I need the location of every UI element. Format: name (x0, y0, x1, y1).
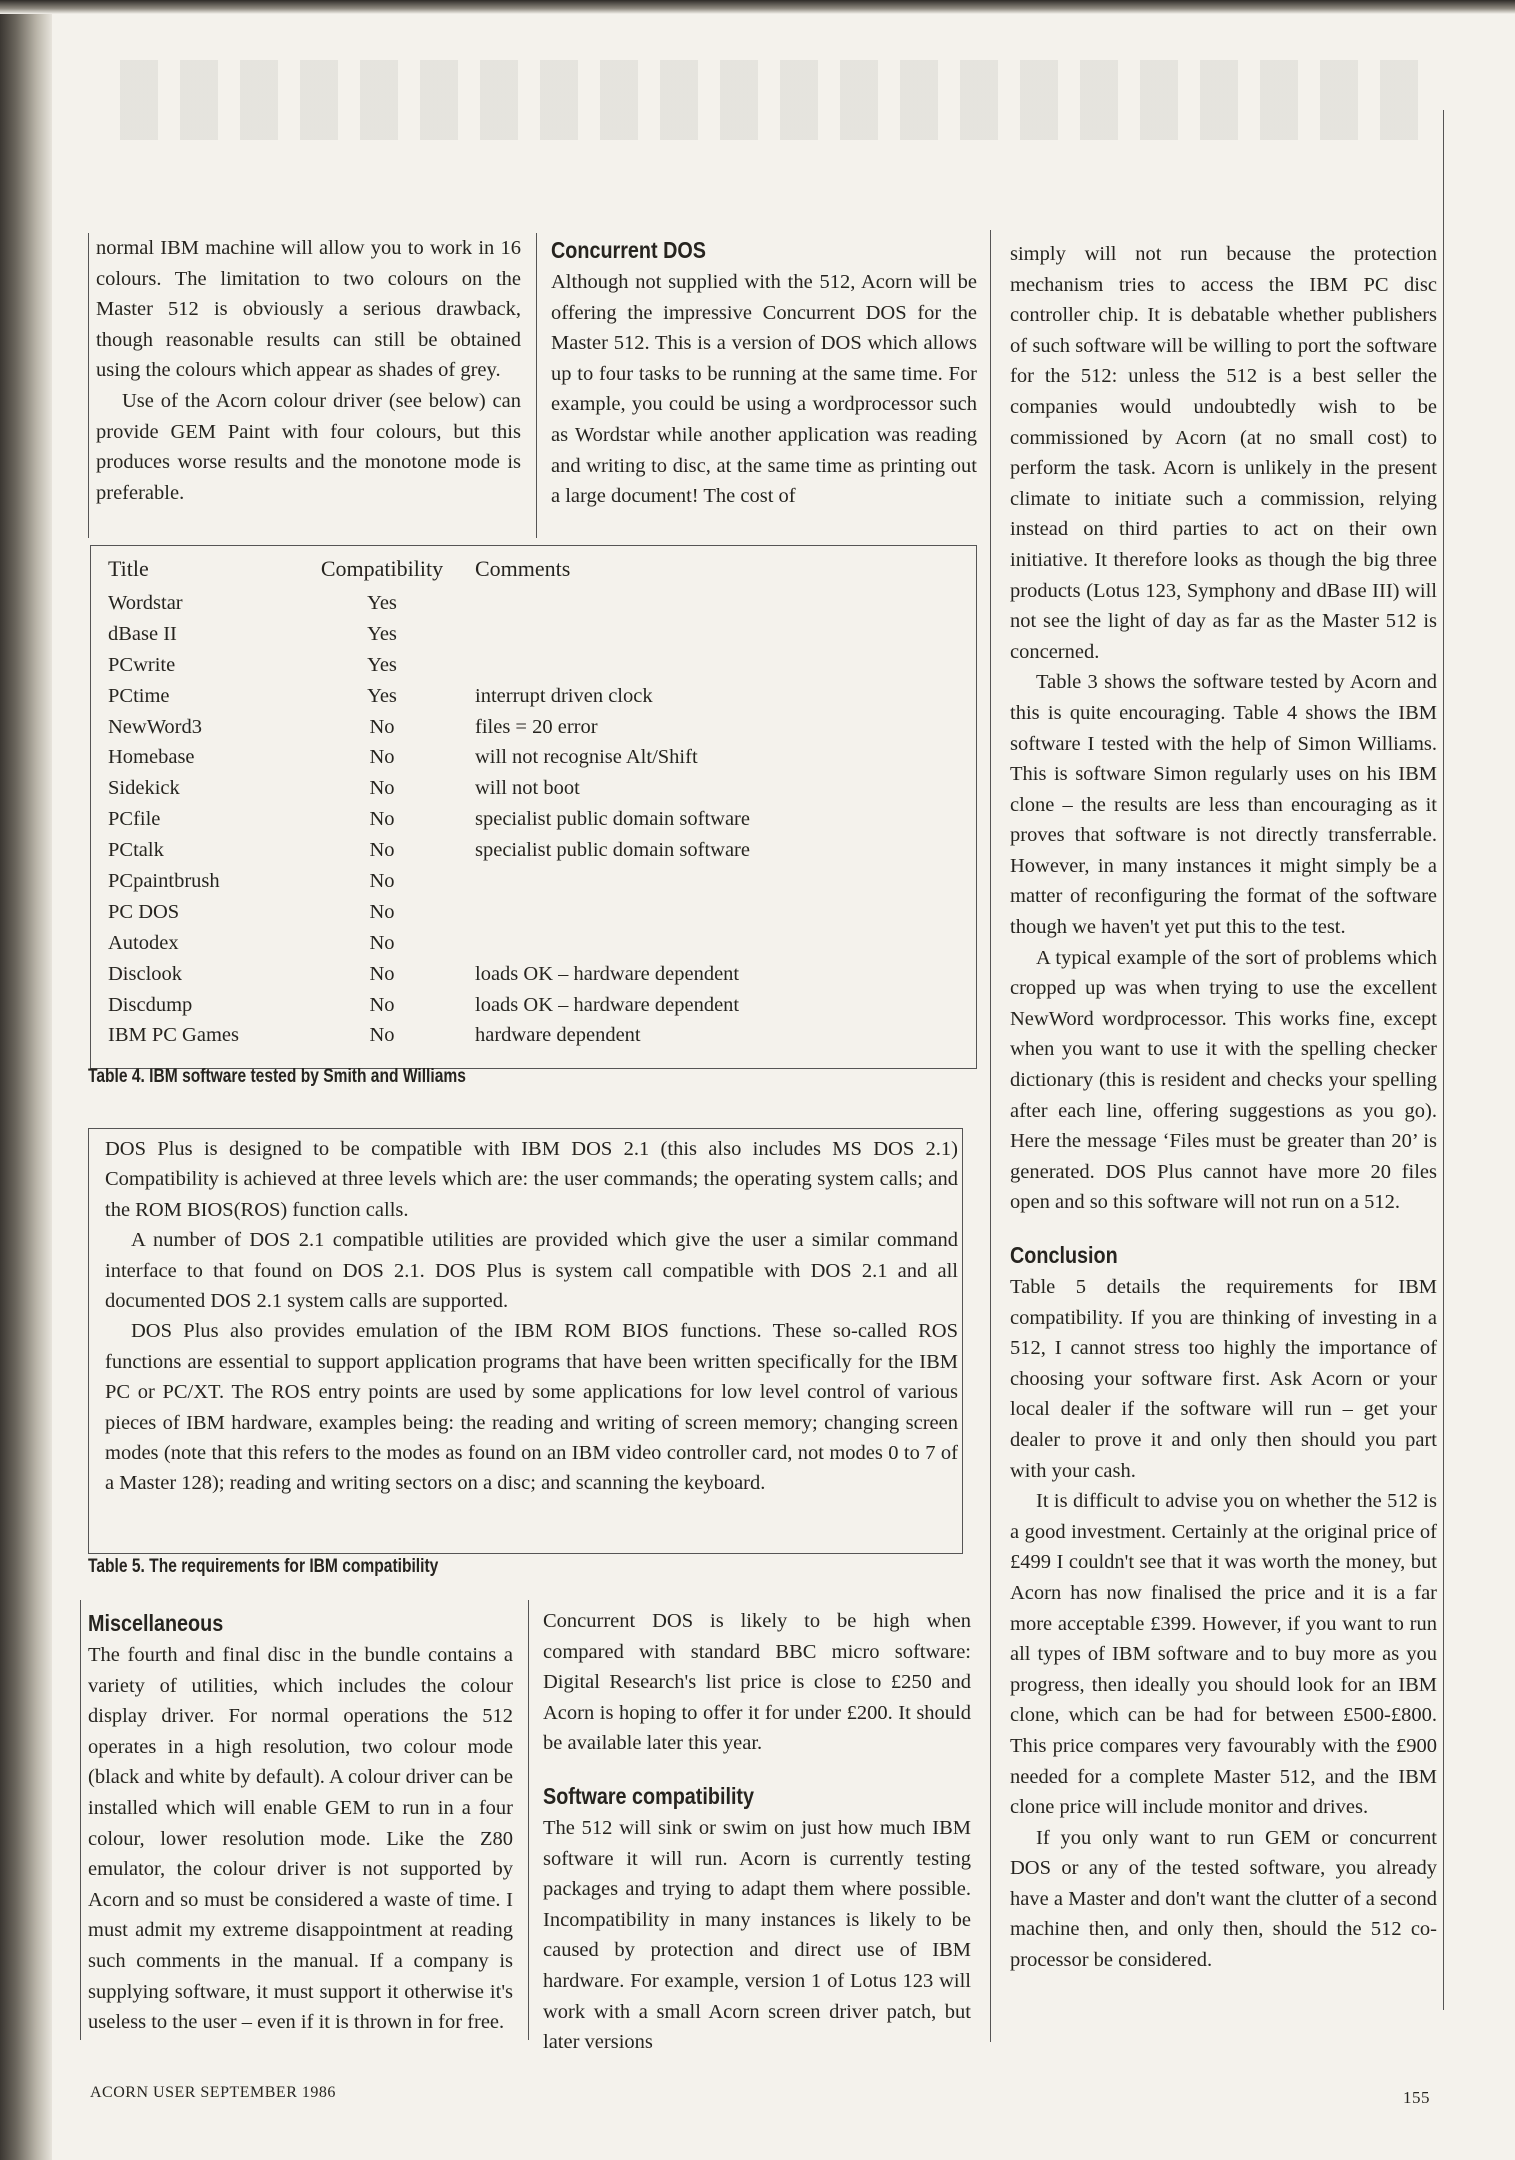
title-cell: Wordstar (108, 591, 183, 614)
compatibility-cell: No (369, 777, 395, 800)
paragraph: DOS Plus is designed to be compatible with IBM DOS 2.1 (this also includes MS DOS 2.1) Compatibility is achieved at three levels which are: the user commands; the operating system calls; and the ROM BIOS(ROS) function calls. (105, 1138, 958, 1221)
table-row (108, 588, 750, 619)
section-heading: Miscellaneous (88, 1610, 224, 1636)
paragraph: Concurrent DOS is likely to be high when compared with standard BBC micro software: Digital Research's list price is close to £250 and Acorn is hoping to offer it for under £200. It should be available later this year. (543, 1610, 971, 1755)
table-5-caption: Table 5. The requirements for IBM compatibility (88, 1556, 439, 1577)
title-cell: dBase II (108, 622, 177, 645)
table-row (108, 712, 750, 743)
comments-cell: loads OK – hardware dependent (475, 962, 740, 985)
page-number: 155 (1403, 2088, 1430, 2107)
column-rule-right (990, 230, 991, 2042)
comments-cell: files = 20 error (475, 715, 598, 738)
column-rule-left-top (88, 233, 89, 538)
table-row (108, 990, 750, 1021)
compatibility-cell: Yes (367, 591, 397, 614)
compatibility-cell: No (369, 962, 395, 985)
paragraph: The 512 will sink or swim on just how much IBM software it will run. Acorn is currently testing packages and trying to adapt them where possible. Incompatibility in many instances is likely to be caused by protection and direct use of IBM hardware. For example, version 1 of Lotus 123 will work with a small Acorn screen driver patch, but later versions (543, 1816, 971, 2054)
comments-cell: will not boot (475, 777, 580, 800)
table-row (108, 866, 750, 897)
comments-cell: hardware dependent (475, 1024, 641, 1047)
title-cell: PC DOS (108, 900, 180, 923)
paragraph: A typical example of the sort of problems which cropped up was when trying to use the excellent NewWord wordprocessor. This works fine, except when you want to use it with the spelling checker dictionary (this is resident and checks your spelling after each line, offering suggestions as you go). Here the message ‘Files must be greater than 20’ is generated. DOS Plus cannot have more 20 files open and so this software will not run on a 512. (1010, 946, 1437, 1214)
table-row (108, 835, 750, 866)
paragraph: If you only want to run GEM or concurrent DOS or any of the tested software, you already have a Master and don't want the clutter of a second machine then, and only then, should the 512 co-processor be considered. (1010, 1826, 1437, 1972)
table-row (108, 773, 750, 804)
title-cell: PCpaintbrush (108, 869, 220, 892)
paragraph: Table 3 shows the software tested by Acorn and this is quite encouraging. Table 4 shows the IBM software I tested with the help of Simon Williams. This is software Simon regularly uses on his IBM clone – the results are less than encouraging as it proves that software is not directly transferrable. However, in many instances it might simply be a matter of reconfiguring the format of the software though we haven't yet put this to the test. (1010, 671, 1437, 939)
show-through-band (120, 60, 1420, 140)
title-cell: IBM PC Games (108, 1024, 239, 1047)
compatibility-cell: No (369, 715, 395, 738)
title-cell: NewWord3 (108, 715, 202, 738)
column-rule-mid-bottom (528, 1600, 529, 2040)
column-1-top-text (96, 233, 521, 508)
compatibility-cell: No (369, 869, 395, 892)
table-row (108, 1020, 750, 1051)
compatibility-cell: No (369, 993, 395, 1016)
compatibility-cell: Yes (367, 684, 397, 707)
section-heading: Conclusion (1010, 1242, 1118, 1268)
column-header: Compatibility (320, 556, 444, 581)
title-cell: PCwrite (108, 653, 176, 676)
concurrent-dos-section (551, 233, 977, 512)
table-row (108, 681, 750, 712)
compatibility-cell: No (369, 746, 395, 769)
paragraph: DOS Plus also provides emulation of the IBM ROM BIOS functions. These so-called ROS functions are essential to support application programs that have been written specifically for the IBM PC or PC/XT. The ROS entry points are used by some applications for low level control of various pieces of IBM hardware, examples being: the reading and writing of screen memory; changing screen modes (note that this refers to the modes as found on an IBM video controller card, not modes 0 to 7 of a Master 128); reading and writing sectors on a disc; and scanning the keyboard. (105, 1320, 958, 1495)
title-cell: PCfile (108, 808, 161, 831)
paragraph: normal IBM machine will allow you to work in 16 colours. The limitation to two colours on the Master 512 is obviously a serious drawback, though reasonable results can still be obtained using the colours which appear as shades of grey. (96, 237, 521, 382)
table-row (108, 804, 750, 835)
comments-cell: loads OK – hardware dependent (475, 993, 740, 1016)
title-cell: Homebase (108, 746, 195, 769)
paragraph: It is difficult to advise you on whether the 512 is a good investment. Certainly at the original price of £499 I couldn't see that it was worth the money, but Acorn has now finalised the price and it is a far more acceptable £399. However, if you want to run all types of IBM software and to buy more as you progress, then ideally you should look for an IBM clone, which can be had for between £500-£800. This price compares very favourably with the £900 needed for a complete Master 512, and the IBM clone price will include monitor and drives. (1010, 1490, 1437, 1819)
compatibility-cell: No (369, 931, 395, 954)
comments-cell: will not recognise Alt/Shift (475, 746, 698, 769)
comments-cell: interrupt driven clock (475, 684, 653, 707)
paragraph: The fourth and final disc in the bundle contains a variety of utilities, which includes the colour display driver. For normal operations the 512 operates in a high resolution, two colour mode (black and white by default). A colour driver can be installed which will enable GEM to run in a four colour, lower resolution mode. Like the Z80 emulator, the colour driver is not supported by Acorn and so must be considered a waste of time. I must admit my extreme disappointment at reading such comments in the manual. If a company is supplying software, it must support it otherwise it's useless to the user – even if it is thrown in for free. (88, 1644, 513, 2034)
title-cell: PCtalk (108, 839, 164, 862)
comments-cell (473, 650, 750, 681)
table-row (108, 897, 750, 928)
column-rule-left-bottom (80, 1600, 81, 2040)
column-3-text (1010, 239, 1437, 1976)
comments-cell: specialist public domain software (475, 808, 750, 831)
title-cell: Autodex (108, 931, 179, 954)
table-header-row (108, 550, 750, 588)
paragraph: Although not supplied with the 512, Acorn will be offering the impressive Concurrent DOS for the Master 512. This is a version of DOS which allows up to four tasks to be running at the same time. For example, you could be using a wordprocessor such as Wordstar while another application was reading and writing to disc, at the same time as printing out a large document! The cost of (551, 271, 977, 508)
title-cell: Discdump (108, 993, 193, 1016)
column-rule-mid-top (536, 233, 537, 538)
comments-cell: specialist public domain software (475, 839, 750, 862)
table-4-caption: Table 4. IBM software tested by Smith and Williams (88, 1066, 466, 1087)
miscellaneous-section (88, 1606, 513, 2038)
column-2-bottom-text (543, 1606, 971, 2058)
paragraph: simply will not run because the protection mechanism tries to access the IBM PC disc controller chip. It is debatable whether publishers of such software will be willing to port the software for the 512: unless the 512 is a best seller the companies would undoubtedly wish to be commissioned by Acorn (at no small cost) to perform the task. Acorn is unlikely in the present climate to initiate such a commission, relying instead on third parties to act on their own initiative. It therefore looks as though the big three products (Lotus 123, Symphony and dBase III) will not see the light of day as far as the Master 512 is concerned. (1010, 243, 1437, 663)
comments-cell (473, 588, 750, 619)
comments-cell (473, 897, 750, 928)
table-row (108, 742, 750, 773)
compatibility-cell: No (369, 808, 395, 831)
title-cell: Disclook (108, 962, 183, 985)
page-top-edge (0, 0, 1515, 14)
table-row (108, 959, 750, 990)
compatibility-cell: Yes (367, 622, 397, 645)
title-cell: Sidekick (108, 777, 180, 800)
table-row (108, 619, 750, 650)
column-header: Title (108, 556, 149, 581)
comments-cell (473, 866, 750, 897)
paragraph: Table 5 details the requirements for IBM compatibility. If you are thinking of investing in a 512, I cannot stress too highly the importance of choosing your software first. Ask Acorn or your local dealer if the software will run – get your dealer to prove it and only then should you part with your cash. (1010, 1276, 1437, 1482)
comments-cell (473, 928, 750, 959)
compatibility-cell: No (369, 839, 395, 862)
title-cell: PCtime (108, 684, 170, 707)
compatibility-cell: No (369, 1024, 395, 1047)
column-header: Comments (475, 556, 571, 581)
page-spine-shadow (0, 0, 52, 2160)
paragraph: Use of the Acorn colour driver (see below) can provide GEM Paint with four colours, but this produces worse results and the monotone mode is preferable. (96, 389, 521, 504)
column-rule-top-right (1443, 110, 1444, 2010)
comments-cell (473, 619, 750, 650)
compatibility-cell: No (369, 900, 395, 923)
section-heading: Software compatibility (543, 1782, 755, 1809)
paragraph: A number of DOS 2.1 compatible utilities are provided which give the user a similar command interface to that found on DOS 2.1. DOS Plus is system call compatible with DOS 2.1 and all documented DOS 2.1 system calls are supported. (105, 1229, 958, 1313)
table-row (108, 928, 750, 959)
table-row (108, 650, 750, 681)
compatibility-cell: Yes (367, 653, 397, 676)
table-5-text (105, 1134, 958, 1499)
magazine-footer: ACORN USER SEPTEMBER 1986 (90, 2084, 336, 2101)
section-heading: Concurrent DOS (551, 237, 706, 263)
table-4 (108, 550, 750, 1051)
